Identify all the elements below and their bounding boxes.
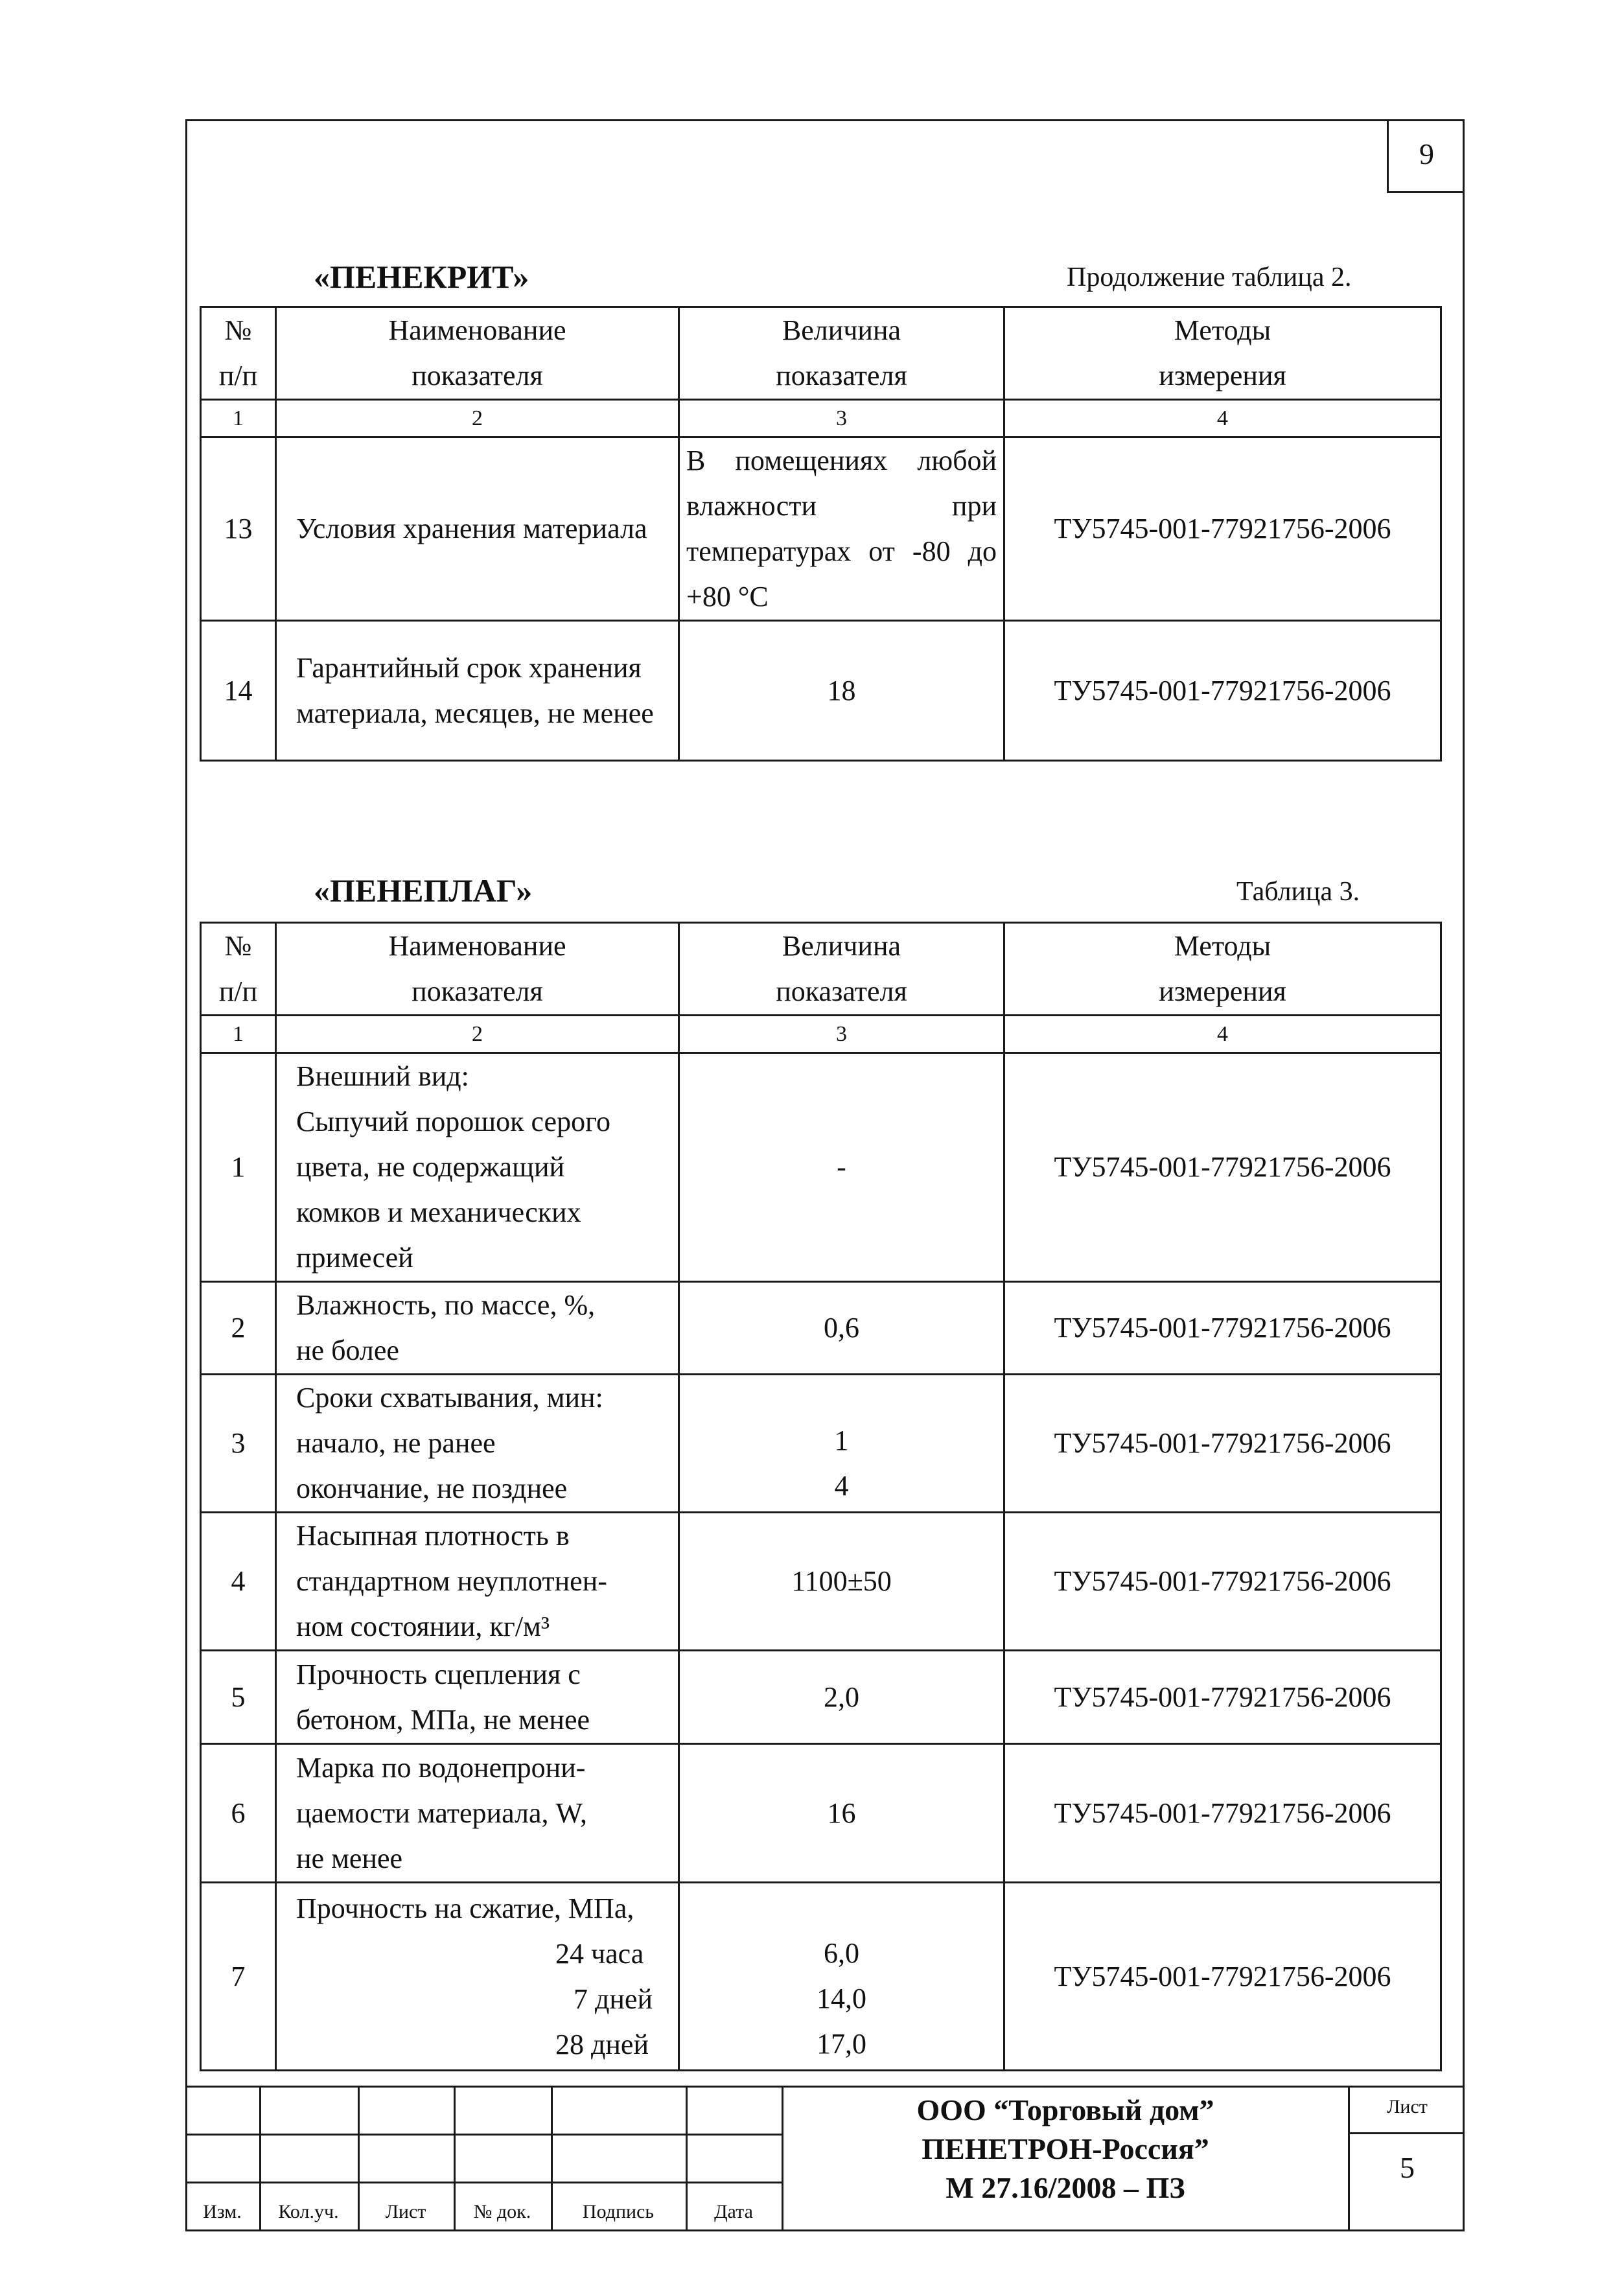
table2-caption: Продолжение таблица 2.	[1067, 262, 1352, 292]
stamp-sheet-label: Лист	[1387, 2096, 1428, 2117]
table-row	[201, 1513, 1441, 1651]
stamp-label-list: Лист	[385, 2201, 426, 2222]
table3-colnum-row: 1 2 3 4	[201, 1016, 1441, 1053]
row-name: Прочность на сжатие, МПа, 24 часа 7 дней 28 дней	[276, 1883, 679, 2071]
frame-left	[185, 119, 187, 2231]
table3-header-num: № п/п	[201, 923, 276, 1016]
row-value: 2,0	[679, 1651, 1004, 1744]
row-method: ТУ5745-001-77921756-2006	[1004, 1282, 1441, 1375]
table3-header-value: Величина показателя	[679, 923, 1004, 1016]
row-name: Условия хранения материала	[276, 437, 679, 621]
table-row	[201, 1744, 1441, 1883]
row-method: ТУ5745-001-77921756-2006	[1004, 1513, 1441, 1651]
stamp-label-izm: Изм.	[203, 2201, 242, 2222]
row-value: 1100±50	[679, 1513, 1004, 1651]
table2-title: «ПЕНЕКРИТ»	[314, 259, 529, 295]
row-num: 1	[201, 1053, 276, 1282]
row-value: 16	[679, 1744, 1004, 1883]
table2-header-name: Наименование показателя	[276, 307, 679, 400]
table2-header-num: № п/п	[201, 307, 276, 400]
frame-right	[1463, 119, 1465, 2231]
page-number-box	[1387, 119, 1465, 193]
table2	[200, 306, 1442, 762]
row-value: 6,0 14,0 17,0	[679, 1883, 1004, 2071]
row-method: ТУ5745-001-77921756-2006	[1004, 1651, 1441, 1744]
row-name: Прочность сцепления с бетоном, МПа, не менее	[276, 1651, 679, 1744]
row-num: 5	[201, 1651, 276, 1744]
row-name: Гарантийный срок хранения материала, месяцев, не менее	[276, 621, 679, 761]
stamp-organization: ООО “Торговый дом” ПЕНЕТРОН-Россия” М 27.16/2008 – ПЗ	[916, 2093, 1214, 2204]
table-row	[201, 1282, 1441, 1375]
table2-header-row	[201, 307, 1441, 400]
row-value: -	[679, 1053, 1004, 1282]
row-num: 6	[201, 1744, 276, 1883]
row-value: 1 4	[679, 1375, 1004, 1513]
stamp-top-line	[185, 2086, 1465, 2088]
table3-caption: Таблица 3.	[1236, 877, 1360, 907]
stamp-sheet-value: 5	[1400, 2151, 1415, 2184]
row-num: 13	[201, 437, 276, 621]
row-name: Внешний вид: Сыпучий порошок серого цвета, не содержащий комков и механических примесей	[276, 1053, 679, 1282]
table3-title: «ПЕНЕПЛАГ»	[314, 872, 533, 909]
table-row	[201, 437, 1441, 621]
table-row	[201, 1883, 1441, 2071]
table2-header-method: Методы измерения	[1004, 307, 1441, 400]
row-method: ТУ5745-001-77921756-2006	[1004, 1375, 1441, 1513]
table-row	[201, 1375, 1441, 1513]
row-name: Марка по водонепрони- цаемости материала, W, не менее	[276, 1744, 679, 1883]
table-row	[201, 1053, 1441, 1282]
frame-bottom	[185, 2229, 1465, 2231]
table3-header-name: Наименование показателя	[276, 923, 679, 1016]
table2-colnum-row: 1 2 3 4	[201, 400, 1441, 437]
row-value: В помещениях любой влажности при температурах от -80 до +80 °С	[679, 437, 1004, 621]
row-name: Влажность, по массе, %, не более	[276, 1282, 679, 1375]
stamp-label-sign: Подпись	[582, 2201, 655, 2222]
row-num: 4	[201, 1513, 276, 1651]
table3-header-row	[201, 923, 1441, 1016]
row-name: Сроки схватывания, мин: начало, не ранее окончание, не позднее	[276, 1375, 679, 1513]
row-method: ТУ5745-001-77921756-2006	[1004, 1053, 1441, 1282]
stamp-label-date: Дата	[714, 2201, 753, 2222]
row-method: ТУ5745-001-77921756-2006	[1004, 1744, 1441, 1883]
table3	[200, 922, 1442, 2071]
stamp-row-line-1	[185, 2134, 782, 2136]
table-row	[201, 1651, 1441, 1744]
row-num: 3	[201, 1375, 276, 1513]
table3-header-method: Методы измерения	[1004, 923, 1441, 1016]
table-row	[201, 621, 1441, 761]
stamp-label-kol: Кол.уч.	[278, 2201, 339, 2222]
row-value: 18	[679, 621, 1004, 761]
stamp-label-doc: № док.	[473, 2201, 531, 2222]
row-name: Насыпная плотность в стандартном неуплотнен- ном состоянии, кг/м³	[276, 1513, 679, 1651]
row-num: 7	[201, 1883, 276, 2071]
row-num: 2	[201, 1282, 276, 1375]
frame-top	[185, 119, 1465, 121]
row-num: 14	[201, 621, 276, 761]
row-method: ТУ5745-001-77921756-2006	[1004, 1883, 1441, 2071]
row-value: 0,6	[679, 1282, 1004, 1375]
table2-header-value: Величина показателя	[679, 307, 1004, 400]
stamp-row-line-2	[185, 2182, 782, 2183]
page-number: 9	[1419, 137, 1434, 170]
row-method: ТУ5745-001-77921756-2006	[1004, 437, 1441, 621]
row-method: ТУ5745-001-77921756-2006	[1004, 621, 1441, 761]
